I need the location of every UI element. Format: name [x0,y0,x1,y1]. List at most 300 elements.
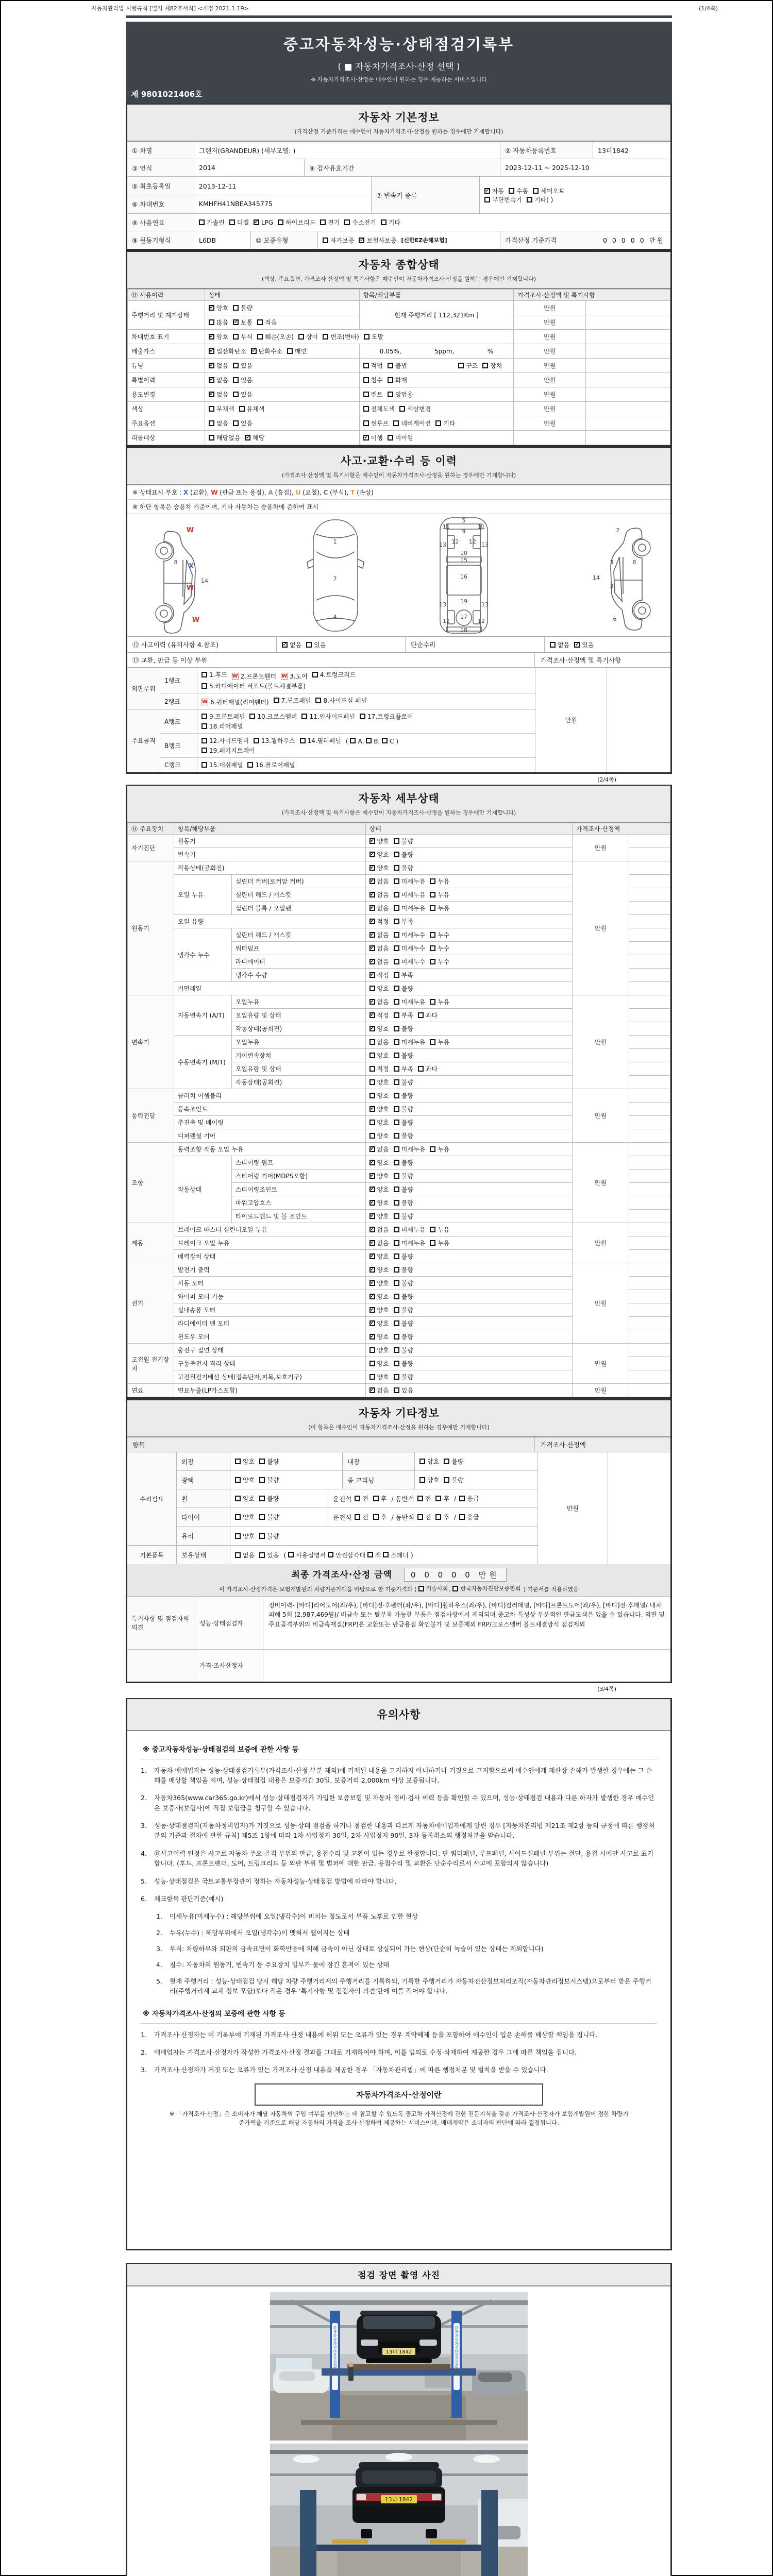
option-양호 [369,1265,389,1274]
group-label: 외판부위 [127,668,160,709]
checkbox-누유[interactable] [430,878,435,884]
option-label: 구조 [465,362,478,369]
option-양호 [369,984,389,993]
etc-item-label: 룸 크리닝 [343,1471,415,1489]
checkbox-panel-item[interactable] [300,738,306,743]
checkbox-전기[interactable] [320,219,326,225]
checkbox-양호[interactable] [209,305,214,311]
checkbox-불량[interactable] [394,1160,399,1165]
option-label: 누유 [438,905,450,912]
checkbox-불량[interactable] [259,1496,265,1501]
warranty-insurer: [신한EZ손해보험] [401,237,447,244]
checkbox-없음[interactable] [369,1146,375,1152]
option-label: 전 [425,1495,431,1502]
checkbox-불량[interactable] [394,852,399,857]
state-options [365,1344,573,1357]
checkbox-없음[interactable] [282,642,288,648]
part-cell [359,402,514,416]
checkbox-미세누유[interactable] [394,878,399,884]
checkbox-있음[interactable] [259,1552,265,1558]
checkbox-panel-item[interactable] [201,683,207,689]
notice-subitem-number: 4. [156,1961,162,1969]
option-label: 불량 [401,1052,413,1059]
checkbox-색상변경[interactable] [399,406,405,412]
price-cell: 만원 [573,1344,629,1384]
checkbox-누유[interactable] [430,999,435,1005]
checkbox-있음[interactable] [306,642,312,648]
checkbox-불량[interactable] [394,1026,399,1031]
checkbox-있음[interactable] [233,392,239,397]
checkbox-없음[interactable] [369,945,375,951]
checkbox-세미오토[interactable] [533,188,539,194]
checkbox-화재[interactable] [388,377,393,383]
checkbox-양호[interactable] [369,1079,375,1085]
checkbox-없음[interactable] [209,392,214,397]
checkbox-panel-item[interactable] [201,762,207,768]
checkbox-전[interactable] [355,1514,360,1520]
checkbox-불량[interactable] [394,1093,399,1098]
checkbox-유채색[interactable] [239,406,245,412]
checkbox-불량[interactable] [394,1320,399,1326]
checkbox-전[interactable] [417,1514,423,1520]
checkbox-누유[interactable] [430,1039,435,1045]
checkbox-누수[interactable] [430,932,435,938]
field-value-model-year: 2014 [194,159,305,176]
checkbox-불량[interactable] [394,1374,399,1380]
checkbox-변조(변타)[interactable] [323,334,328,340]
checkbox-구조[interactable] [458,363,464,368]
checkbox-panel-item[interactable] [312,672,318,677]
checkbox-양호[interactable] [369,1026,375,1031]
checkbox-미세누유[interactable] [394,1146,399,1152]
checkbox-잭[interactable] [367,1552,373,1557]
checkbox-스패너[interactable] [383,1552,389,1557]
checkbox-양호[interactable] [369,1106,375,1112]
checkbox-양호[interactable] [369,1253,375,1259]
panel-number-13: 13 [439,541,447,548]
option-없음 [369,944,389,953]
checkbox-panel-item[interactable] [249,714,255,719]
checkbox-도말[interactable] [364,334,369,340]
checkbox-없음[interactable] [369,878,375,884]
option-label: 미세누유 [401,905,426,912]
sec13-price-header: 가격조사·산정액 및 특기사항 [540,656,621,664]
checkbox-있음[interactable] [574,642,580,648]
checkbox-양호[interactable] [369,865,375,871]
checkbox-수소전기[interactable] [344,219,350,225]
option-양호 [419,1457,439,1466]
lift-post-label: 한국자동차진단보증협회 [454,2326,459,2368]
checkbox-응급[interactable] [459,1496,465,1501]
checkbox-불량[interactable] [444,1459,449,1464]
option-label: 전기 [328,219,340,226]
option-label: 없음 [377,1146,389,1153]
checkbox-부족[interactable] [394,1066,399,1072]
checkbox-수동[interactable] [509,188,514,194]
checkbox-있음[interactable] [233,420,239,426]
checkbox-양호[interactable] [369,1307,375,1313]
sec13-title: ⑬ 교환, 판금 등 이상 부위 [127,653,535,667]
checkbox-전체도색[interactable] [363,406,369,412]
checkbox-양호[interactable] [369,1320,375,1326]
checkbox-해당[interactable] [245,435,250,440]
checkbox-없음[interactable] [235,1552,241,1558]
option-label: 불법 [395,362,407,369]
checkbox-장치[interactable] [482,363,488,368]
checkbox-불량[interactable] [259,1477,265,1483]
checkbox-양호[interactable] [369,1133,375,1139]
option-label: 잭 [375,1551,383,1559]
rank-label: B랭크 [160,734,197,757]
checkbox-썬루프[interactable] [363,420,369,426]
checkbox-누수[interactable] [430,959,435,964]
checkbox-양호[interactable] [235,1477,241,1483]
checkbox-양호[interactable] [369,1160,375,1165]
lift-post-label: 한국자동차진단보증협회 [332,2326,338,2368]
option-label: 불량 [267,1458,279,1465]
checkbox-보통[interactable] [233,319,239,325]
checkbox-이행[interactable] [363,435,369,440]
option-탄화수소 [251,347,282,355]
checkbox-양호[interactable] [369,1361,375,1366]
checkbox-없음[interactable] [369,1240,375,1246]
row-label: 주행거리 및 계기상태 [128,301,205,330]
panel-item-label: 16.플로어패널 [255,761,295,769]
option-누유 [430,890,449,899]
checkbox-전[interactable] [355,1496,360,1501]
checkbox-전[interactable] [417,1496,423,1501]
option-양호 [235,1513,255,1521]
checkbox-기타[interactable] [435,420,441,426]
checkbox-불량[interactable] [444,1477,449,1483]
checkbox-누수[interactable] [430,945,435,951]
checkbox-일산화탄소[interactable] [209,348,214,354]
checkbox-적정[interactable] [369,1066,375,1072]
state-options [365,1062,573,1076]
checkbox-누유[interactable] [430,1146,435,1152]
option-없음 [369,997,389,1006]
device-group-label: 변속기 [128,995,174,1089]
checkbox-네비게이션[interactable] [393,420,399,426]
checkbox-훼손(오손)[interactable] [257,334,263,340]
etc-price-cell: 만원 [537,1452,608,1564]
checkbox-panel-item[interactable] [201,723,207,729]
checkbox-하이브리드[interactable] [278,219,283,225]
sec13-price-cell: 만원 [535,668,607,772]
checkbox-탄화수소[interactable] [251,348,257,354]
note-cell [586,402,670,416]
rank-label: C랭크 [160,758,197,772]
checkbox-매연[interactable] [287,348,293,354]
checkbox-미세누유[interactable] [394,892,399,897]
checkbox-미세누유[interactable] [394,999,399,1005]
checkbox-양호[interactable] [369,986,375,991]
price-cell: 만원 [573,1143,629,1223]
state-options [205,416,359,431]
option-있음 [306,640,326,649]
checkbox-없음[interactable] [369,892,375,897]
damage-code-desc: (부식), [328,489,351,496]
panel-item-8.사이드실 패널 [315,696,367,705]
checkbox-없음[interactable] [209,377,214,383]
checkbox-없음[interactable] [369,1227,375,1232]
checkbox-적법[interactable] [363,363,369,368]
checkbox-미세누유[interactable] [394,1227,399,1232]
checkbox-panel-item[interactable] [301,714,307,719]
notice-heading-2: ※ 자동차가격조사·산정의 보증에 관한 사항 등 [141,2003,657,2024]
panel-number-18: 18 [460,627,468,634]
price-cell: 만원 [573,1089,629,1143]
checkbox-양호[interactable] [209,334,214,340]
checkbox-후[interactable] [373,1496,379,1501]
checkbox-가솔린[interactable] [199,219,205,225]
checkbox-불량[interactable] [233,305,239,311]
checkbox-불량[interactable] [394,1347,399,1353]
checkbox-없음[interactable] [550,642,556,648]
checkbox-양호[interactable] [369,1213,375,1219]
etc-col-price: 가격조사·산정액 [540,1441,586,1449]
checkbox-panel-item[interactable] [247,762,253,768]
checkbox-불량[interactable] [394,1361,399,1366]
checkbox-불량[interactable] [394,1187,399,1192]
checkbox-보험사보증[interactable] [359,238,364,243]
final-note-sep: , [449,1586,453,1593]
checkbox-불량[interactable] [394,1294,399,1299]
checkbox-C[interactable] [382,738,388,743]
checkbox-없음[interactable] [369,1387,375,1393]
checkbox-없음[interactable] [209,420,214,426]
checkbox-양호[interactable] [369,1267,375,1273]
checkbox-불량[interactable] [394,838,399,844]
option-불량 [394,984,413,993]
option-label: A, [358,738,366,745]
checkbox-panel-item[interactable] [315,698,321,703]
checkbox-양호[interactable] [419,1477,425,1483]
notice-item-text: 체크항목 판단기준(예시) [154,1894,224,1903]
field-value-car-name: 그랜저(GRANDEUR) (세부모델: ) [194,142,500,159]
checkbox-양호[interactable] [369,1173,375,1179]
checkbox-부식[interactable] [233,334,239,340]
checkbox-안전삼각대[interactable] [328,1552,333,1557]
checkbox-적음[interactable] [257,319,263,325]
option-label: 불량 [401,1360,413,1367]
checkbox-디젤[interactable] [229,219,235,225]
checkbox-불량[interactable] [394,1334,399,1340]
checkbox-렌트[interactable] [363,392,369,397]
price-cell: 만원 [514,344,586,359]
checkbox-적정[interactable] [369,1012,375,1018]
checkbox-양호[interactable] [369,852,375,857]
checkbox-양호[interactable] [235,1533,241,1539]
checkbox-후[interactable] [435,1514,441,1520]
checkbox-부족[interactable] [394,919,399,924]
checkbox-panel-item[interactable] [274,698,279,703]
checkbox-양호[interactable] [235,1496,241,1501]
checkbox-불량[interactable] [394,1079,399,1085]
checkbox-없음[interactable] [369,1039,375,1045]
option-label: 불량 [401,1280,413,1287]
checkbox-후[interactable] [373,1514,379,1520]
checkbox-기타[interactable] [381,219,386,225]
checkbox-과다[interactable] [418,1066,424,1072]
checkbox-불량[interactable] [394,1253,399,1259]
accident-options [277,637,406,652]
option-적법 [363,361,383,370]
checkbox-panel-item[interactable] [254,738,259,743]
checkbox-있음[interactable] [233,363,239,368]
checkbox-양호[interactable] [369,1093,375,1098]
checkbox-불량[interactable] [394,1106,399,1112]
checkbox-자가보증[interactable] [323,238,328,243]
checkbox-양호[interactable] [369,1280,375,1286]
checkbox-panel-item[interactable] [201,714,207,719]
checkbox-불량[interactable] [259,1459,265,1464]
note-cell [629,1357,670,1370]
state-options [365,969,573,982]
checkbox-미세누유[interactable] [394,905,399,911]
checkbox-양호[interactable] [235,1514,241,1520]
option-label: 적정 [377,1012,389,1019]
checkbox-양호[interactable] [369,1294,375,1299]
checkbox-상이[interactable] [298,334,304,340]
item-label: 실린더 헤드 / 개스킷 [231,888,365,902]
checkbox-양호[interactable] [369,1334,375,1340]
damage-code-X: X [183,489,189,496]
checkbox-누유[interactable] [430,905,435,911]
checkbox-양호[interactable] [369,1374,375,1380]
checkbox-양호[interactable] [419,1459,425,1464]
checkbox-무단변속기[interactable] [484,197,490,202]
checkbox-불량[interactable] [394,1213,399,1219]
note-cell [586,330,670,344]
checkbox-불량[interactable] [394,1267,399,1273]
option-전 [355,1513,368,1521]
checkbox-후[interactable] [435,1496,441,1501]
checkbox-있음[interactable] [394,1387,399,1393]
checkbox-없음[interactable] [369,999,375,1005]
checkbox-panel-item[interactable] [201,748,207,753]
checkbox-불량[interactable] [394,986,399,991]
checkbox-누유[interactable] [430,892,435,897]
checkbox-불량[interactable] [259,1533,265,1539]
checkbox-부족[interactable] [394,1012,399,1018]
checkbox-불량[interactable] [394,1120,399,1125]
checkbox-누유[interactable] [430,1240,435,1246]
checkbox-많음[interactable] [209,319,214,325]
checkbox-응급[interactable] [459,1514,465,1520]
option-label: 훼손(오손) [265,333,294,341]
checkbox-미세누수[interactable] [394,959,399,964]
option-없음 [209,419,228,428]
checkbox-과다[interactable] [418,1012,424,1018]
option-과다 [418,1011,438,1020]
checkbox-불법[interactable] [388,363,393,368]
checkbox-불량[interactable] [394,1200,399,1206]
etc-title: 자동차 기타정보 [358,1407,440,1419]
checkbox-한국자동차진단보증협회[interactable] [452,1586,458,1591]
checkbox-부족[interactable] [394,972,399,978]
option-label: 수소전기 [352,219,376,226]
checkbox-무채색[interactable] [209,406,214,412]
checkbox-적정[interactable] [369,972,375,978]
checkbox-LPG[interactable] [254,219,259,225]
notice-item-text: 가격조사·산정자가 거짓 또는 오류가 있는 가격조사·산정 내용을 제공한 경우 「자동차관리법」에 따른 행정처분 및 벌칙을 받을 수 있습니다. [154,2066,548,2074]
checkbox-있음[interactable] [233,377,239,383]
checkbox-양호[interactable] [235,1459,241,1464]
checkbox-panel-item[interactable] [360,714,365,719]
checkbox-불량[interactable] [394,1280,399,1286]
checkbox-영업용[interactable] [388,392,393,397]
checkbox-미세누유[interactable] [394,1039,399,1045]
option-label: 누유 [438,1039,450,1046]
checkbox-양호[interactable] [369,838,375,844]
checkbox-양호[interactable] [369,1200,375,1206]
checkbox-panel-item[interactable] [201,672,207,677]
option-응급 [459,1513,479,1521]
option-없음 [550,640,569,649]
checkbox-불량[interactable] [394,1053,399,1058]
checkbox-양호[interactable] [369,1347,375,1353]
checkbox-없음[interactable] [369,959,375,964]
checkbox-미세누유[interactable] [394,1240,399,1246]
panel-item-label: 1.후드 [209,671,227,679]
option-없음 [369,1386,389,1395]
checkbox-기술사회[interactable] [418,1586,424,1591]
state-options [365,902,573,915]
diagram-bottom [403,515,523,636]
checkbox-없음[interactable] [209,363,214,368]
checkbox-panel-item[interactable] [201,738,207,743]
checkbox-불량[interactable] [259,1514,265,1520]
option-label: 이행 [371,434,383,442]
option-label: 없음 [216,362,229,369]
checkbox-불량[interactable] [394,1133,399,1139]
option-label: 영업용 [395,391,413,398]
state-options [365,1290,573,1303]
checkbox-양호[interactable] [369,1053,375,1058]
panel-number-4: 4 [333,614,337,620]
option-label: 양호 [377,1213,389,1220]
checkbox-없음[interactable] [369,905,375,911]
checkbox-적정[interactable] [369,919,375,924]
option-label: 침수 [371,377,383,384]
option-누유 [430,877,449,886]
checkbox-미세누수[interactable] [394,945,399,951]
checkbox-기타( )[interactable] [527,197,532,202]
state-options [205,301,359,315]
checkbox-없음[interactable] [369,932,375,938]
checkbox-불량[interactable] [394,1173,399,1179]
checkbox-해당없음[interactable] [209,435,214,440]
checkbox-B[interactable] [366,738,372,743]
checkbox-미이행[interactable] [388,435,393,440]
page-marker-3: (3/4쪽) [597,1685,616,1692]
checkbox-침수[interactable] [363,377,369,383]
option-label: 있음 [241,377,253,384]
checkbox-누유[interactable] [430,1227,435,1232]
option-양호 [369,1306,389,1314]
checkbox-자동[interactable] [484,188,490,194]
checkbox-사용설명서[interactable] [288,1552,294,1557]
checkbox-양호[interactable] [369,1120,375,1125]
row-label: 차대번호 표기 [128,330,205,344]
option-label: 양호 [377,1132,389,1140]
checkbox-불량[interactable] [394,865,399,871]
checkbox-양호[interactable] [369,1187,375,1192]
checkbox-불량[interactable] [394,1307,399,1313]
checkbox-A[interactable] [350,738,356,743]
checkbox-미세누수[interactable] [394,932,399,938]
